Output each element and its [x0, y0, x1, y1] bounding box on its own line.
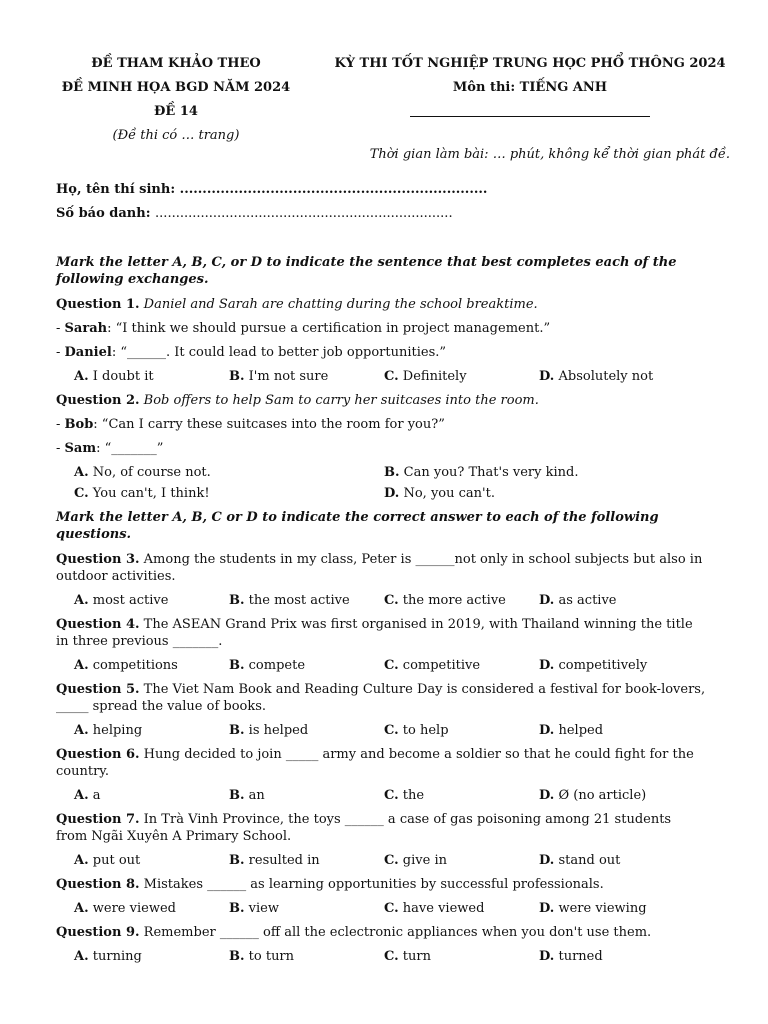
- option-d[interactable]: D. stand out: [539, 853, 621, 868]
- question-label: Question 1.: [56, 297, 140, 312]
- student-name-dots: ....................................................................: [179, 182, 488, 197]
- page-count-note: (Đề thi có … trang): [112, 128, 240, 143]
- option-b[interactable]: B. the most active: [229, 593, 350, 608]
- answer-options: [74, 485, 706, 502]
- question-8: [56, 876, 706, 917]
- option-d[interactable]: D. Ø (no article): [539, 788, 647, 803]
- question-context: Bob offers to help Sam to carry her suitcases into the room.: [143, 393, 539, 408]
- question-list: [56, 551, 706, 965]
- student-name-row: [56, 182, 487, 197]
- answer-options: [74, 900, 706, 917]
- question-stem: [56, 811, 706, 845]
- question-text: Among the students in my class, Peter is ______not only in school subjects but also in outdoor activities.: [56, 552, 703, 584]
- dialogue-text: : “______. It could lead to better job opportunities.”: [111, 345, 447, 360]
- question-context: Daniel and Sarah are chatting during the school breaktime.: [143, 297, 538, 312]
- question-stem: [56, 551, 706, 585]
- exam-content: [56, 254, 706, 972]
- dialogue-text: : “_______”: [96, 441, 164, 456]
- option-d[interactable]: D. Absolutely not: [539, 369, 654, 384]
- student-id-label: Số báo danh:: [56, 206, 151, 221]
- question-text: Hung decided to join _____ army and become a soldier so that he could fight for the country.: [56, 747, 694, 779]
- answer-options: [74, 722, 706, 739]
- option-a[interactable]: A. helping: [74, 723, 143, 738]
- answer-options: [74, 852, 706, 869]
- question-2: [56, 392, 706, 409]
- student-id-row: [56, 206, 453, 221]
- answer-options: [74, 948, 706, 965]
- option-d[interactable]: D. were viewing: [539, 901, 647, 916]
- question-stem: [56, 616, 706, 650]
- speaker-name: Bob: [64, 417, 94, 432]
- speaker-name: Sarah: [64, 321, 108, 336]
- answer-options: [74, 787, 706, 804]
- answer-options: [74, 368, 706, 385]
- option-c[interactable]: C. have viewed: [384, 901, 485, 916]
- option-d[interactable]: D. helped: [539, 723, 604, 738]
- question-label: Question 7.: [56, 812, 140, 827]
- question-label: Question 6.: [56, 747, 140, 762]
- header-left-line-1: ĐỀ THAM KHẢO THEO: [91, 56, 261, 71]
- question-label: Question 5.: [56, 682, 140, 697]
- option-a[interactable]: A. a: [74, 788, 101, 803]
- option-a[interactable]: A. competitions: [74, 658, 178, 673]
- question-label: Question 4.: [56, 617, 140, 632]
- question-text: The Viet Nam Book and Reading Culture Day is considered a festival for book-lovers, _____ spread the value of books.: [56, 682, 706, 714]
- question-5: [56, 681, 706, 739]
- option-a[interactable]: A. were viewed: [74, 901, 176, 916]
- option-a[interactable]: A. turning: [74, 949, 142, 964]
- option-c[interactable]: C. competitive: [384, 658, 481, 673]
- question-text: In Trà Vinh Province, the toys ______ a case of gas poisoning among 21 students from Ngãi Xuyên A Primary School.: [56, 812, 672, 844]
- option-b[interactable]: B. Can you? That's very kind.: [384, 465, 579, 480]
- dialogue-line: - Bob: “Can I carry these suitcases into the room for you?”: [56, 417, 445, 432]
- answer-options: [74, 657, 706, 674]
- answer-options: [74, 464, 706, 481]
- option-c[interactable]: C. Definitely: [384, 369, 467, 384]
- option-a[interactable]: A. most active: [74, 593, 169, 608]
- header-right: [330, 52, 730, 127]
- dialogue-text: : “I think we should pursue a certification in project management.”: [107, 321, 551, 336]
- option-c[interactable]: C. turn: [384, 949, 431, 964]
- exam-title: KỲ THI TỐT NGHIỆP TRUNG HỌC PHỔ THÔNG 2024: [334, 56, 726, 71]
- option-a[interactable]: A. No, of course not.: [74, 465, 211, 480]
- header-left-line-2: ĐỀ MINH HỌA BGD NĂM 2024: [61, 80, 291, 95]
- dialogue-line: - Sarah: “I think we should pursue a certification in project management.”: [56, 321, 551, 336]
- answer-options: [74, 592, 706, 609]
- option-c[interactable]: C. the more active: [384, 593, 506, 608]
- exam-time: Thời gian làm bài: … phút, không kể thời gian phát đề.: [369, 147, 730, 162]
- option-b[interactable]: B. I'm not sure: [229, 369, 329, 384]
- question-stem: [56, 681, 706, 715]
- question-label: Question 3.: [56, 552, 140, 567]
- question-6: [56, 746, 706, 804]
- option-b[interactable]: B. an: [229, 788, 265, 803]
- student-name-label: Họ, tên thí sinh:: [56, 182, 176, 197]
- question-label: Question 9.: [56, 925, 140, 940]
- speaker-name: Daniel: [64, 345, 112, 360]
- question-7: [56, 811, 706, 869]
- option-b[interactable]: B. compete: [229, 658, 306, 673]
- question-text: The ASEAN Grand Prix was first organised in 2019, with Thailand winning the title in three previous _______.: [56, 617, 693, 649]
- dialogue-text: : “Can I carry these suitcases into the room for you?”: [93, 417, 445, 432]
- option-b[interactable]: B. resulted in: [229, 853, 320, 868]
- option-b[interactable]: B. view: [229, 901, 279, 916]
- option-c[interactable]: C. to help: [384, 723, 449, 738]
- question-4: [56, 616, 706, 674]
- option-c[interactable]: C. give in: [384, 853, 447, 868]
- dialogue-line: - Sam: “_______”: [56, 441, 164, 456]
- exam-subject: Môn thi: TIẾNG ANH: [452, 80, 608, 95]
- question-label: Question 2.: [56, 393, 140, 408]
- option-b[interactable]: B. is helped: [229, 723, 309, 738]
- question-9: [56, 924, 706, 965]
- question-stem: [56, 876, 706, 893]
- speaker-name: Sam: [64, 441, 97, 456]
- option-d[interactable]: D. turned: [539, 949, 603, 964]
- student-id-dots: ........................................................................: [155, 206, 453, 221]
- option-c[interactable]: C. You can't, I think!: [74, 486, 210, 501]
- section-2-instruction: Mark the letter A, B, C or D to indicate the correct answer to each of the following questions.: [56, 510, 659, 542]
- dialogue-line: - Daniel: “______. It could lead to better job opportunities.”: [56, 345, 447, 360]
- option-a[interactable]: A. I doubt it: [74, 369, 154, 384]
- question-1: [56, 296, 706, 313]
- question-stem: [56, 746, 706, 780]
- question-stem: [56, 924, 706, 941]
- option-a[interactable]: A. put out: [74, 853, 141, 868]
- option-b[interactable]: B. to turn: [229, 949, 295, 964]
- option-d[interactable]: D. No, you can't.: [384, 486, 495, 501]
- question-text: Remember ______ off all the eclectronic appliances when you don't use them.: [143, 925, 652, 940]
- header-left: [56, 52, 296, 148]
- header-left-line-3: ĐỀ 14: [154, 104, 198, 119]
- question-3: [56, 551, 706, 609]
- question-text: Mistakes ______ as learning opportunities by successful professionals.: [143, 877, 604, 892]
- option-d[interactable]: D. competitively: [539, 658, 648, 673]
- header-divider: [410, 116, 650, 117]
- section-1-instruction: Mark the letter A, B, C, or D to indicate the sentence that best completes each of the following exchanges.: [56, 255, 677, 287]
- question-label: Question 8.: [56, 877, 140, 892]
- option-d[interactable]: D. as active: [539, 593, 617, 608]
- option-c[interactable]: C. the: [384, 788, 425, 803]
